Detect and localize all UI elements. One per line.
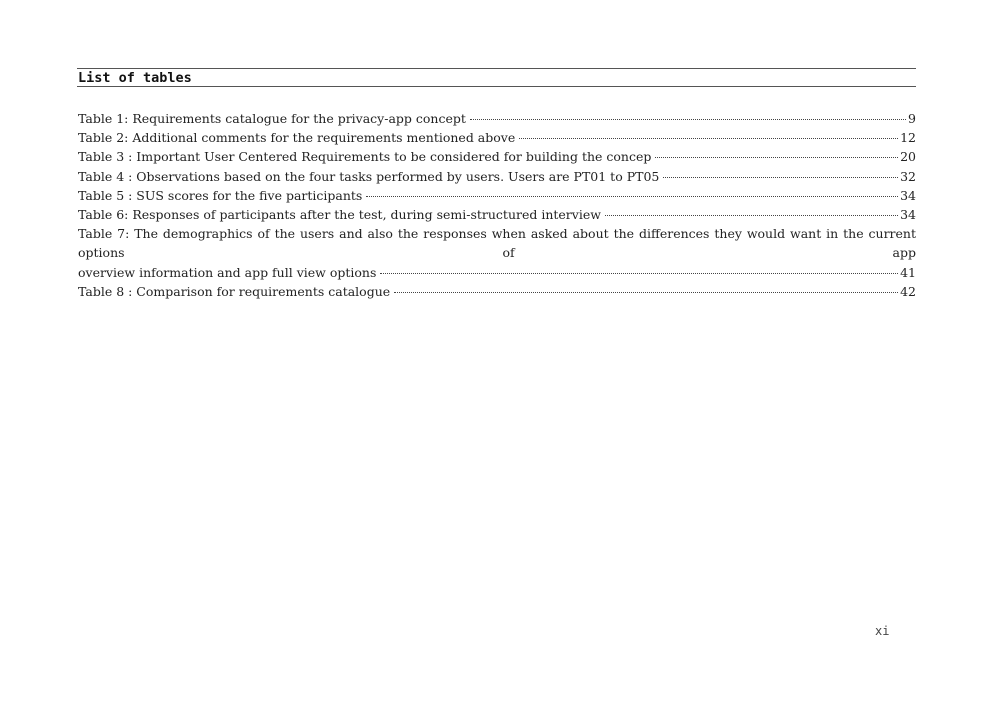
toc-entry-table-4[interactable] [78,167,916,186]
toc-entry-page: 9 [908,111,916,126]
dot-leader [655,146,898,158]
toc-entry-text-line2: overview information and app full view options [78,264,377,280]
dot-leader [470,108,906,120]
toc-entry-table-1[interactable] [78,109,916,128]
toc-entry-page: 42 [900,283,916,299]
toc-entry-page: 12 [900,130,916,146]
list-of-tables-heading: List of tables [78,70,192,86]
toc-entry-table-3[interactable] [78,147,916,166]
page-number: xi [875,624,890,638]
toc-entry-text: Table 6: Responses of participants after the test, during semi-structured interview [78,207,601,223]
toc-entry-page: 34 [900,187,916,203]
dot-leader [519,127,898,139]
toc-entry-table-5[interactable] [78,186,916,205]
toc-entry-page: 32 [900,168,916,184]
dot-leader [394,281,898,293]
toc-entry-text: Table 4 : Observations based on the four tasks performed by users. Users are PT01 to PT05 [78,168,660,184]
dot-leader [380,261,898,273]
toc-entry-page: 34 [900,207,916,223]
toc-entry-text: Table 1: Requirements catalogue for the privacy-app concept [78,111,466,126]
dot-leader [605,204,898,216]
table-of-contents [78,109,916,301]
toc-entry-text: Table 2: Additional comments for the requirements mentioned above [78,130,516,146]
toc-entry-table-8[interactable] [78,282,916,301]
toc-entry-text: Table 8 : Comparison for requirements catalogue [78,283,391,299]
toc-entry-table-2[interactable] [78,128,916,147]
toc-entry-text: Table 3 : Important User Centered Requirements to be considered for building the concep [78,149,652,165]
toc-entry-page: 20 [900,149,916,165]
toc-entry-table-6[interactable] [78,205,916,224]
toc-entry-text-line1: Table 7: The demographics of the users and also the responses when asked about the differences they would want in the current options of app [78,226,916,261]
toc-entry-table-7[interactable] [78,224,916,282]
toc-entry-page: 41 [900,264,916,280]
dot-leader [366,185,898,197]
toc-entry-text: Table 5 : SUS scores for the five participants [78,187,363,203]
dot-leader [663,165,898,177]
heading-rule [77,68,916,87]
